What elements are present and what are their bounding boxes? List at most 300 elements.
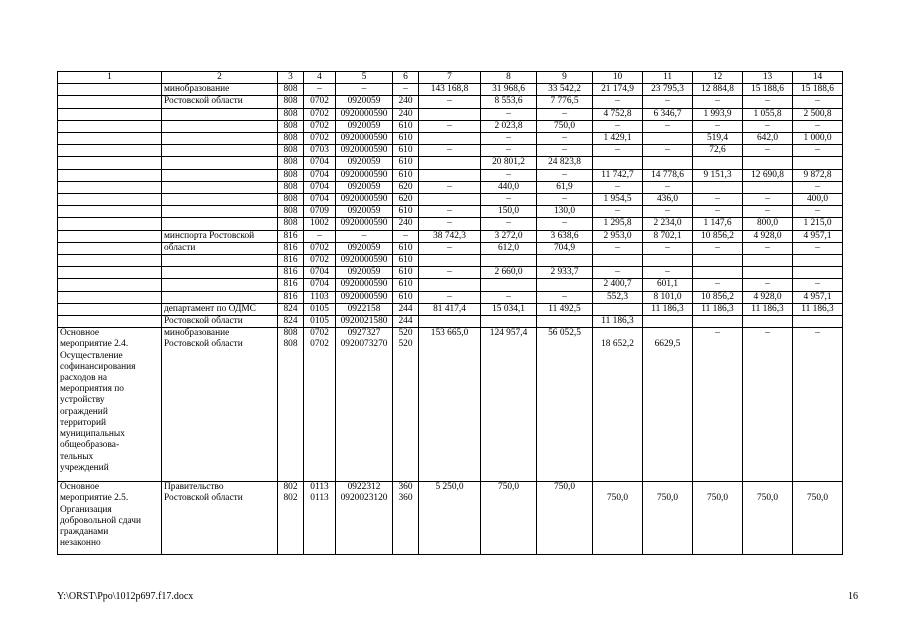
value-cell: –	[419, 96, 481, 108]
value-cell: 0920021580	[336, 316, 393, 328]
value-cell	[593, 303, 643, 315]
value-cell: –	[793, 96, 843, 108]
value-cell: 610	[393, 157, 419, 169]
column-number-header: 9	[537, 72, 593, 84]
value-cell	[793, 157, 843, 169]
table-row	[58, 230, 843, 242]
value-cell: 0920000590	[336, 169, 393, 181]
value-cell: –	[743, 96, 793, 108]
value-cell: 240	[393, 96, 419, 108]
value-cell: –	[393, 84, 419, 96]
value-cell: 610	[393, 279, 419, 291]
value-cell: 8 101,0	[643, 291, 693, 303]
value-cell	[693, 181, 743, 193]
value-cell: 15 188,6	[743, 84, 793, 96]
value-cell: 0920000590	[336, 145, 393, 157]
value-cell: 4 928,0	[743, 291, 793, 303]
value-cell	[643, 157, 693, 169]
activity-name-cell	[58, 194, 162, 206]
value-cell: 31 968,6	[481, 84, 537, 96]
header-row	[58, 72, 843, 84]
value-cell: 33 542,2	[537, 84, 593, 96]
value-cell: 800,0	[743, 218, 793, 230]
activity-name-cell: Основное мероприятие 2.4. Осуществление софинансирования расходов на мероприятия по устройству ограждений территорий муниципальных общеобразова- тельных учреждений	[58, 328, 162, 482]
value-cell: 816	[278, 255, 304, 267]
value-cell: –	[793, 328, 843, 482]
table-row	[58, 279, 843, 291]
value-cell: 610	[393, 120, 419, 132]
activity-name-cell	[58, 218, 162, 230]
organization-cell: области	[162, 242, 278, 254]
value-cell: 2 660,0	[481, 267, 537, 279]
organization-cell: департамент по ОДМС	[162, 303, 278, 315]
organization-cell	[162, 108, 278, 120]
organization-cell	[162, 157, 278, 169]
value-cell: –	[419, 145, 481, 157]
value-cell: 612,0	[481, 242, 537, 254]
value-cell: 4 928,0	[743, 230, 793, 242]
value-cell: 816	[278, 267, 304, 279]
activity-block-row	[58, 328, 843, 482]
activity-name-cell	[58, 242, 162, 254]
value-cell: –	[693, 242, 743, 254]
value-cell	[419, 157, 481, 169]
activity-name-cell	[58, 291, 162, 303]
organization-cell: минобразование Ростовской области	[162, 328, 278, 482]
value-cell: –	[793, 242, 843, 254]
value-cell: –	[643, 145, 693, 157]
value-cell: 153 665,0	[419, 328, 481, 482]
column-number-header: 6	[393, 72, 419, 84]
value-cell: 0702	[304, 96, 336, 108]
value-cell: 808	[278, 206, 304, 218]
value-cell: –	[481, 291, 537, 303]
value-cell	[793, 316, 843, 328]
value-cell	[537, 279, 593, 291]
value-cell: 124 957,4	[481, 328, 537, 482]
column-number-header: 8	[481, 72, 537, 84]
value-cell: 808	[278, 145, 304, 157]
value-cell: 81 417,4	[419, 303, 481, 315]
value-cell: 11 742,7	[593, 169, 643, 181]
value-cell: 7 776,5	[537, 96, 593, 108]
value-cell: 8 702,1	[643, 230, 693, 242]
value-cell	[481, 279, 537, 291]
value-cell: 6629,5	[643, 328, 693, 482]
value-cell: 610	[393, 291, 419, 303]
value-cell: 610	[393, 242, 419, 254]
value-cell: 1002	[304, 218, 336, 230]
value-cell: 10 856,2	[693, 291, 743, 303]
table-row	[58, 316, 843, 328]
value-cell	[793, 267, 843, 279]
value-cell: 704,9	[537, 242, 593, 254]
column-number-header: 3	[278, 72, 304, 84]
value-cell	[643, 316, 693, 328]
value-cell: 620	[393, 194, 419, 206]
value-cell	[743, 181, 793, 193]
value-cell: 0922312 0920023120	[336, 482, 393, 555]
value-cell	[743, 157, 793, 169]
value-cell: 11 186,3	[693, 303, 743, 315]
value-cell: –	[481, 194, 537, 206]
value-cell: 808	[278, 96, 304, 108]
value-cell: –	[643, 181, 693, 193]
value-cell: –	[743, 328, 793, 482]
value-cell: –	[419, 291, 481, 303]
value-cell: 750,0	[537, 482, 593, 555]
value-cell: 18 652,2	[593, 328, 643, 482]
value-cell: 808	[278, 194, 304, 206]
value-cell: –	[481, 133, 537, 145]
value-cell: 0704	[304, 279, 336, 291]
value-cell: –	[793, 181, 843, 193]
value-cell: 15 188,6	[793, 84, 843, 96]
column-number-header: 4	[304, 72, 336, 84]
value-cell: 1 215,0	[793, 218, 843, 230]
value-cell	[419, 169, 481, 181]
value-cell: 0920059	[336, 206, 393, 218]
value-cell: –	[643, 206, 693, 218]
value-cell: 0920000590	[336, 108, 393, 120]
value-cell: 0702	[304, 133, 336, 145]
organization-cell	[162, 267, 278, 279]
value-cell: 750,0	[537, 120, 593, 132]
organization-cell: Правительство Ростовской области	[162, 482, 278, 555]
activity-name-cell	[58, 181, 162, 193]
footer-page-number: 16	[848, 591, 858, 602]
value-cell: 436,0	[643, 194, 693, 206]
value-cell: –	[793, 279, 843, 291]
value-cell: 38 742,3	[419, 230, 481, 242]
activity-name-cell	[58, 255, 162, 267]
value-cell: –	[304, 230, 336, 242]
table-row	[58, 303, 843, 315]
footer-file-path: Y:\ORST\Ppo\1012p697.f17.docx	[57, 591, 194, 602]
activity-name-cell	[58, 169, 162, 181]
value-cell: 0704	[304, 181, 336, 193]
value-cell: 808	[278, 218, 304, 230]
value-cell	[643, 255, 693, 267]
value-cell: –	[393, 230, 419, 242]
value-cell: 12 690,8	[743, 169, 793, 181]
value-cell: 0704	[304, 157, 336, 169]
value-cell: 808 808	[278, 328, 304, 482]
value-cell: 240	[393, 108, 419, 120]
value-cell: 0704	[304, 267, 336, 279]
value-cell: 0920000590	[336, 255, 393, 267]
activity-name-cell	[58, 230, 162, 242]
value-cell: 8 553,6	[481, 96, 537, 108]
value-cell: 1 000,0	[793, 133, 843, 145]
table-row	[58, 194, 843, 206]
value-cell: 0920059	[336, 181, 393, 193]
value-cell: –	[419, 120, 481, 132]
value-cell	[743, 255, 793, 267]
value-cell: 11 186,3	[743, 303, 793, 315]
value-cell: 150,0	[481, 206, 537, 218]
value-cell: 440,0	[481, 181, 537, 193]
value-cell: 1 147,6	[693, 218, 743, 230]
value-cell	[481, 316, 537, 328]
value-cell: 552,3	[593, 291, 643, 303]
value-cell: –	[537, 108, 593, 120]
activity-name-cell	[58, 120, 162, 132]
value-cell: –	[336, 230, 393, 242]
value-cell: 11 492,5	[537, 303, 593, 315]
organization-cell: Ростовской области	[162, 316, 278, 328]
value-cell: –	[743, 120, 793, 132]
value-cell	[537, 255, 593, 267]
value-cell	[419, 133, 481, 145]
value-cell: –	[537, 169, 593, 181]
value-cell: 610	[393, 145, 419, 157]
value-cell: –	[743, 206, 793, 218]
organization-cell	[162, 181, 278, 193]
column-number-header: 10	[593, 72, 643, 84]
value-cell: 0920059	[336, 120, 393, 132]
value-cell: 750,0	[643, 482, 693, 555]
value-cell: 816	[278, 279, 304, 291]
activity-name-cell	[58, 316, 162, 328]
value-cell: 0922158	[336, 303, 393, 315]
activity-name-cell	[58, 267, 162, 279]
value-cell: 802 802	[278, 482, 304, 555]
column-number-header: 12	[693, 72, 743, 84]
value-cell: 21 174,9	[593, 84, 643, 96]
budget-table	[57, 71, 843, 555]
value-cell: 1 954,5	[593, 194, 643, 206]
value-cell: 0704	[304, 194, 336, 206]
value-cell: 2 023,8	[481, 120, 537, 132]
table-row	[58, 157, 843, 169]
table-row	[58, 169, 843, 181]
value-cell: –	[693, 206, 743, 218]
value-cell: 0920059	[336, 157, 393, 169]
value-cell: 4 752,8	[593, 108, 643, 120]
organization-cell	[162, 194, 278, 206]
value-cell: –	[336, 84, 393, 96]
value-cell: –	[593, 181, 643, 193]
value-cell	[419, 255, 481, 267]
value-cell: 0920059	[336, 242, 393, 254]
table-row	[58, 133, 843, 145]
organization-cell	[162, 120, 278, 132]
value-cell: –	[643, 96, 693, 108]
value-cell: 244	[393, 316, 419, 328]
value-cell: 1 055,8	[743, 108, 793, 120]
activity-block-row	[58, 482, 843, 555]
organization-cell: минспорта Ростовской	[162, 230, 278, 242]
value-cell: 0927327 0920073270	[336, 328, 393, 482]
value-cell	[419, 279, 481, 291]
value-cell	[743, 267, 793, 279]
value-cell: 61,9	[537, 181, 593, 193]
value-cell: –	[537, 291, 593, 303]
value-cell: –	[537, 133, 593, 145]
table-row	[58, 218, 843, 230]
value-cell: 0920059	[336, 96, 393, 108]
value-cell: 4 957,1	[793, 230, 843, 242]
value-cell: –	[643, 267, 693, 279]
value-cell: 808	[278, 181, 304, 193]
value-cell	[593, 255, 643, 267]
value-cell: –	[419, 181, 481, 193]
value-cell	[693, 255, 743, 267]
value-cell: 143 168,8	[419, 84, 481, 96]
value-cell: 0920000590	[336, 279, 393, 291]
value-cell: –	[643, 120, 693, 132]
value-cell: 642,0	[743, 133, 793, 145]
activity-name-cell	[58, 133, 162, 145]
value-cell: 6 346,7	[643, 108, 693, 120]
value-cell: 400,0	[793, 194, 843, 206]
value-cell: 1103	[304, 291, 336, 303]
value-cell: –	[693, 279, 743, 291]
value-cell: 610	[393, 267, 419, 279]
value-cell: –	[481, 145, 537, 157]
value-cell: 808	[278, 157, 304, 169]
table-row	[58, 242, 843, 254]
value-cell: 750,0	[593, 482, 643, 555]
value-cell: 15 034,1	[481, 303, 537, 315]
value-cell: –	[593, 206, 643, 218]
value-cell: 11 186,3	[593, 316, 643, 328]
value-cell	[537, 316, 593, 328]
table-row	[58, 84, 843, 96]
value-cell: 519,4	[693, 133, 743, 145]
value-cell: 601,1	[643, 279, 693, 291]
table-row	[58, 120, 843, 132]
value-cell: 0105	[304, 316, 336, 328]
value-cell: –	[593, 242, 643, 254]
value-cell: 23 795,3	[643, 84, 693, 96]
value-cell: 816	[278, 291, 304, 303]
activity-name-cell: Основное мероприятие 2.5. Организация добровольной сдачи гражданами незаконно	[58, 482, 162, 555]
organization-cell: Ростовской области	[162, 96, 278, 108]
value-cell: 610	[393, 206, 419, 218]
value-cell: –	[693, 328, 743, 482]
organization-cell	[162, 279, 278, 291]
value-cell: –	[593, 96, 643, 108]
value-cell: –	[693, 120, 743, 132]
activity-name-cell	[58, 84, 162, 96]
value-cell: –	[537, 145, 593, 157]
column-number-header: 2	[162, 72, 278, 84]
value-cell: 2 953,0	[593, 230, 643, 242]
activity-name-cell	[58, 96, 162, 108]
value-cell: –	[304, 84, 336, 96]
value-cell	[419, 108, 481, 120]
value-cell: 11 186,3	[643, 303, 693, 315]
value-cell: –	[481, 108, 537, 120]
value-cell: 5 250,0	[419, 482, 481, 555]
value-cell: 750,0	[743, 482, 793, 555]
value-cell: –	[481, 218, 537, 230]
organization-cell	[162, 169, 278, 181]
value-cell: 0702	[304, 255, 336, 267]
value-cell: 10 856,2	[693, 230, 743, 242]
value-cell: 4 957,1	[793, 291, 843, 303]
value-cell: 56 052,5	[537, 328, 593, 482]
value-cell: 2 933,7	[537, 267, 593, 279]
value-cell	[593, 157, 643, 169]
value-cell: 610	[393, 169, 419, 181]
organization-cell	[162, 291, 278, 303]
value-cell: –	[693, 194, 743, 206]
value-cell: 12 884,8	[693, 84, 743, 96]
value-cell	[481, 255, 537, 267]
activity-name-cell	[58, 279, 162, 291]
value-cell: 24 823,8	[537, 157, 593, 169]
value-cell: –	[793, 120, 843, 132]
value-cell: 9 151,3	[693, 169, 743, 181]
table-row	[58, 96, 843, 108]
value-cell: 824	[278, 316, 304, 328]
value-cell: 0920000590	[336, 291, 393, 303]
table-row	[58, 255, 843, 267]
table-row	[58, 145, 843, 157]
organization-cell	[162, 133, 278, 145]
value-cell: 3 272,0	[481, 230, 537, 242]
value-cell	[419, 194, 481, 206]
value-cell: 520 520	[393, 328, 419, 482]
value-cell: –	[793, 145, 843, 157]
column-number-header: 5	[336, 72, 393, 84]
value-cell: 3 638,6	[537, 230, 593, 242]
activity-name-cell	[58, 157, 162, 169]
column-number-header: 7	[419, 72, 481, 84]
value-cell: 610	[393, 133, 419, 145]
column-number-header: 13	[743, 72, 793, 84]
organization-cell	[162, 206, 278, 218]
activity-name-cell	[58, 303, 162, 315]
value-cell: 750,0	[793, 482, 843, 555]
value-cell: 824	[278, 303, 304, 315]
value-cell: –	[537, 194, 593, 206]
value-cell: 808	[278, 108, 304, 120]
activity-name-cell	[58, 206, 162, 218]
value-cell: –	[643, 242, 693, 254]
value-cell: –	[593, 120, 643, 132]
value-cell: 2 234,0	[643, 218, 693, 230]
value-cell: 2 400,7	[593, 279, 643, 291]
value-cell: –	[419, 206, 481, 218]
activity-name-cell	[58, 108, 162, 120]
value-cell	[693, 267, 743, 279]
value-cell: 0702	[304, 242, 336, 254]
value-cell: 2 500,8	[793, 108, 843, 120]
value-cell: 808	[278, 84, 304, 96]
value-cell: 0113 0113	[304, 482, 336, 555]
table-row	[58, 291, 843, 303]
value-cell: 0105	[304, 303, 336, 315]
table-row	[58, 206, 843, 218]
value-cell: –	[419, 218, 481, 230]
value-cell: –	[743, 194, 793, 206]
value-cell	[693, 157, 743, 169]
value-cell: –	[593, 267, 643, 279]
value-cell: 20 801,2	[481, 157, 537, 169]
value-cell: 0920000590	[336, 133, 393, 145]
value-cell: 0709	[304, 206, 336, 218]
value-cell: 0703	[304, 145, 336, 157]
column-number-header: 1	[58, 72, 162, 84]
value-cell: 360 360	[393, 482, 419, 555]
value-cell	[643, 133, 693, 145]
value-cell: –	[593, 145, 643, 157]
value-cell: –	[419, 242, 481, 254]
